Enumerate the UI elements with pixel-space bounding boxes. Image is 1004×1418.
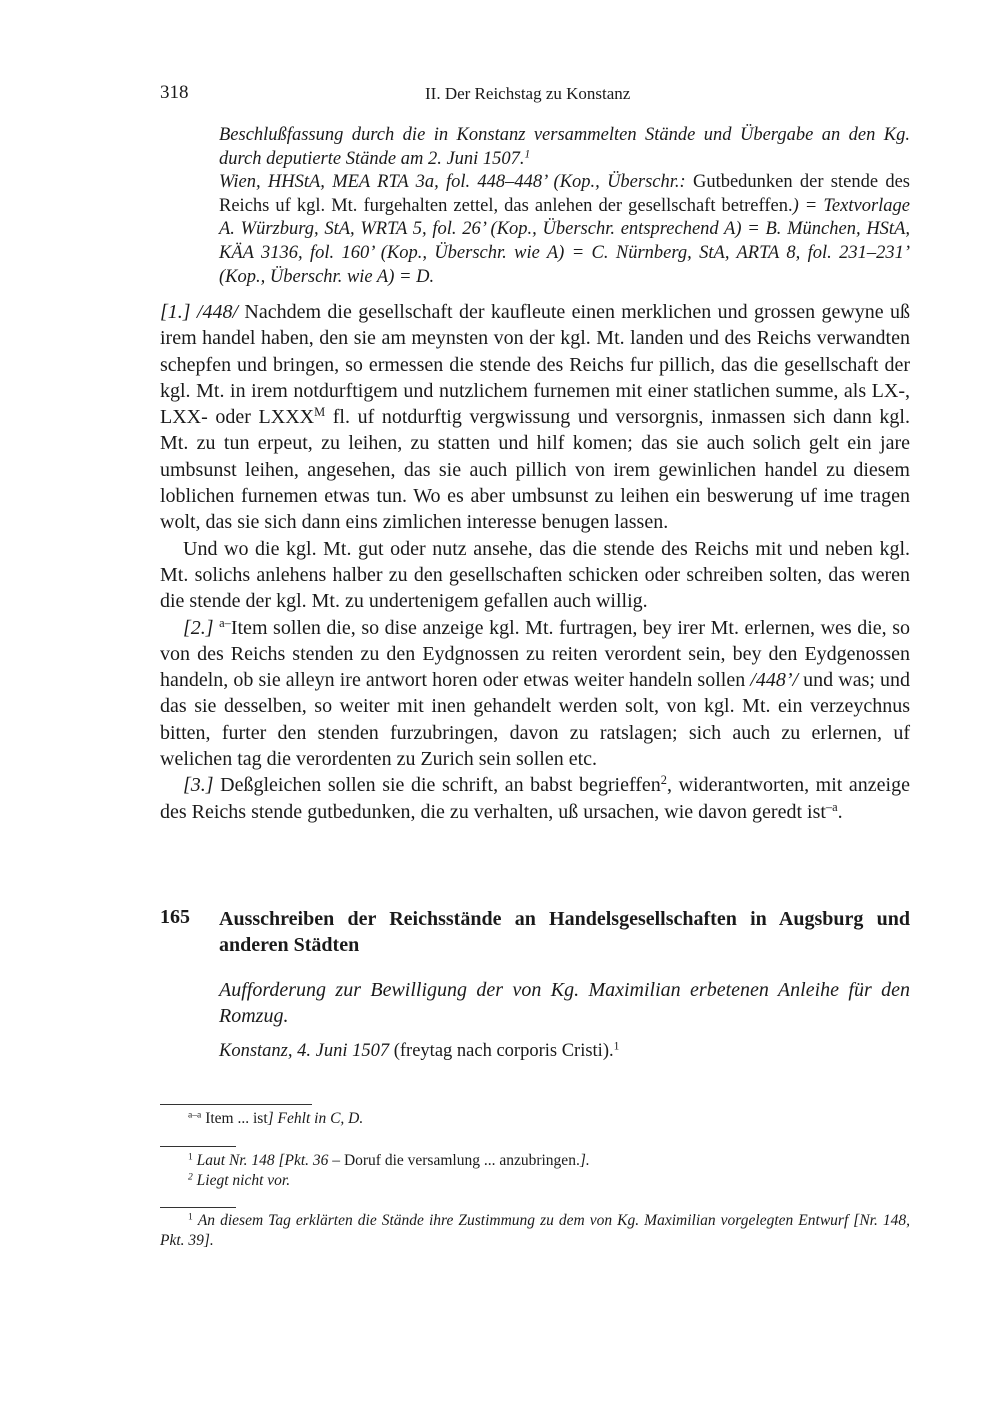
document-number: 165 [160, 906, 190, 928]
footnote-rule [160, 1146, 236, 1147]
footnote-2: $^2$ Liegt nicht vor. [188, 1171, 291, 1189]
running-title: II. Der Reichstag zu Konstanz [425, 84, 631, 103]
paragraph-3: [2.] $^{a-}$Item sollen die, so dise anzeige kgl. Mt. furtragen, bey irer Mt. erlernen, wes die, so von des Reichs stenden zu den Eydgnossen zu reiten verordent sein, bey den Eydgenossen handeln, ob sie alleyn ire antwort horen oder etwas weiter handeln sollen /448’/ und was; und das sie desselben, so weiter mit inen gehandelt werden solt, von kgl. Mt. ein verzeychnus bitten, furter den stenden furzubringen, davon zu ratslagen; sich auch zu erlernen, uf welichen tag die verordenten zu Zurich sein sollen etc. [160, 615, 911, 771]
footnote-variant-a: $^{a-a}$ Item ... ist] Fehlt in C, D. [188, 1109, 364, 1127]
footnote-1: $^1$ Laut Nr. 148 [Pkt. 36 – Doruf die versamlung ... anzubringen.]. [188, 1151, 590, 1169]
intro-summary: Beschlußfassung durch die in Konstanz versammelten Stände und Übergabe an den Kg. durch deputierte Stände am 2. Juni 1507.$^1$ [219, 125, 910, 169]
intro-sources: Wien, HHStA, MEA RTA 3a, fol. 448–448’ (Kop., Überschr.: Gutbedunken der stende des Reichs uf kgl. Mt. furgehalten zettel, das anlehen der gesellschaft betreffen.) = Textvorlage A. Würzburg, StA, WRTA 5, fol. 26’ (Kop., Überschr. entsprechend A) = B. München, HStA, KÄA 3136, fol. 160’ (Kop., Überschr. wie A) = C. Nürnberg, StA, ARTA 8, fol. 231–231’ (Kop., Überschr. wie A) = D. [219, 172, 911, 287]
document-body [160, 299, 910, 825]
intro-block [219, 124, 910, 289]
running-header [160, 82, 910, 108]
page-number: 318 [160, 82, 189, 103]
paragraph-2: Und wo die kgl. Mt. gut oder nutz ansehe, das die stende des Reichs mit und neben kgl. Mt. solichs anlehens halber zu den gesellschaften schicken oder schreiben solten, das weren die stende der kgl. Mt. zu undertenigem gefallen auch willig. [160, 537, 910, 613]
footnote-rule [160, 1104, 312, 1105]
document-summary: Aufforderung zur Bewilligung der von Kg. Maximilian erbetenen Anleihe für den Romzug. [219, 979, 910, 1027]
paragraph-1: [1.] /448/ Nachdem die gesellschaft der kaufleute einen merklichen und grossen gewyne uß irem handel haben, den sie am meynsten von der kgl. Mt. landen und des Reichs verwandten schepfen und bringen, so ermessen die stende des Reichs fur pillich, das die gesellschaft der kgl. Mt. in irem notdurftigem und nutzlichem furnemen mit einer statlichen summe, als LX-, LXX- oder $LXXX^M$ fl. uf notdurftig vergwissung und versorgnis, inmassen sich dann kgl. Mt. zu tun erpeut, zu leihen, zu statten und hilf komen; das sie auch solich gelt ein jare umbsunst leihen, angesehen, das sie auch pillich von irem gewinlichen handel zu diesem loblichen furnemen etwas tun. Wo es aber umbsunst zu leihen ein beswerung uf ime tragen wolt, das sie sich dann eins zimlichen interesse benugen lassen. [160, 301, 911, 534]
footnote-rule [160, 1207, 236, 1208]
paragraph-4: [3.] Deßgleichen sollen sie die schrift, an babst begrieffen$^2$, widerantworten, mit anzeige des Reichs stende gutbedunken, die zu verhalten, uß ursachen, wie davon geredt ist$^{-a}$. [160, 773, 910, 823]
place-date: Konstanz, 4. Juni 1507 (freytag nach corporis Cristi).$^1$ [219, 1040, 620, 1061]
document-title: Ausschreiben der Reichsstände an Handelsgesellschaften in Augsburg und anderen Städten [219, 908, 910, 956]
footnotes-section-164 [160, 1151, 910, 1191]
footnote-165-1: $^1$ An diesem Tag erklärten die Stände ihre Zustimmung zu dem von Kg. Maximilian vorgelegten Entwurf [Nr. 148, Pkt. 39]. [160, 1211, 911, 1249]
